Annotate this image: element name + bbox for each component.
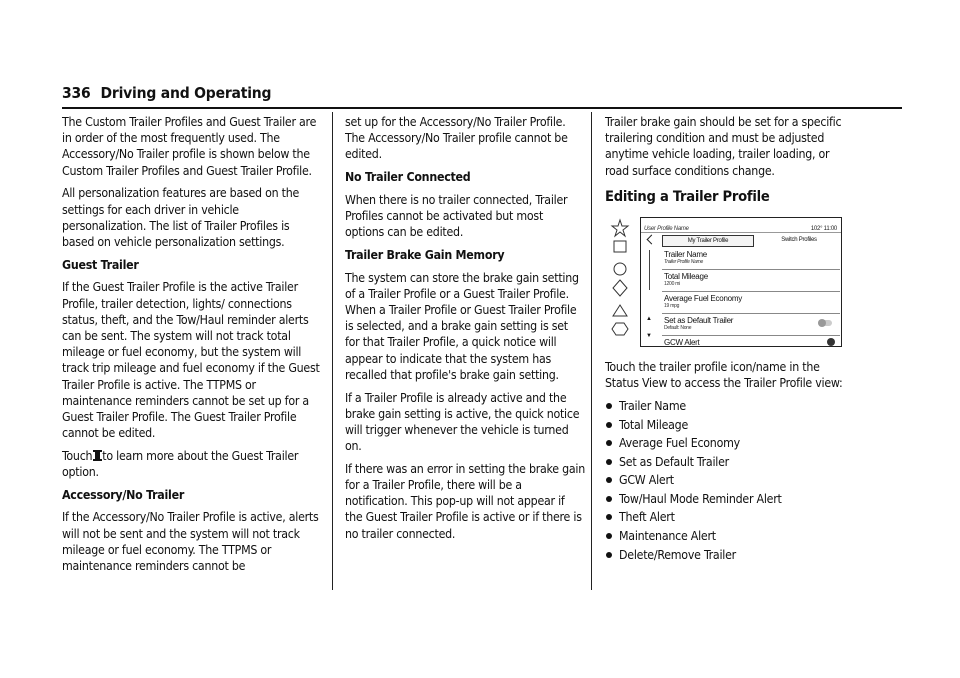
paragraph <box>62 448 324 480</box>
scroll-down-icon[interactable]: ▼ <box>646 333 652 340</box>
scroll-up-icon[interactable]: ▲ <box>646 316 652 323</box>
list-item: Theft Alert <box>605 509 855 528</box>
status-readout: 102° 11:00 <box>810 226 837 233</box>
row-title: Set as Default Trailer <box>664 316 734 326</box>
row-subtitle: 1200 mi <box>664 281 681 288</box>
paragraph: If a Trailer Profile is already active and the brake gain setting is active, the quick notice will trigger whenever the vehicle is turned on. <box>345 390 580 454</box>
paragraph: set up for the Accessory/No Trailer Profile. The Accessory/No Trailer profile cannot be edited. <box>345 115 568 162</box>
row-trailer-name[interactable] <box>662 248 840 270</box>
guest-option-text: to learn more about the Guest Trailer option. <box>62 448 299 480</box>
paragraph: When there is no trailer connected, Trailer Profiles cannot be activated but most options can be edited. <box>345 192 568 240</box>
scroll-track <box>649 250 650 290</box>
row-subtitle: 19 mpg <box>664 303 680 310</box>
paragraph: Trailer brake gain should be set for a specific trailering condition and must be adjusted anytime vehicle loading, trailer loading, or road surface conditions change. <box>605 115 842 178</box>
column-divider <box>332 112 333 590</box>
status-bar <box>641 218 841 233</box>
trailer-profile-screen-figure <box>605 217 843 347</box>
screen-side-icons <box>607 217 633 347</box>
circle-icon <box>614 263 626 275</box>
column-3 <box>605 114 855 565</box>
row-set-default-trailer[interactable] <box>662 314 840 336</box>
column-divider <box>591 112 592 590</box>
paragraph: If there was an error in setting the brake gain for a Trailer Profile, there will be a notification. This pop-up will not appear if the Guest Trailer Profile is active or if there is no trailer connected. <box>345 461 585 541</box>
column-1 <box>62 114 324 581</box>
user-profile-name[interactable]: User Profile Name <box>644 226 689 233</box>
diamond-icon <box>613 280 627 296</box>
screen-frame <box>640 217 842 347</box>
row-total-mileage[interactable] <box>662 270 840 292</box>
screen-tabs <box>641 233 841 247</box>
paragraph: If the Accessory/No Trailer Profile is active, alerts will not be sent and the system will not track mileage or fuel economy. The TTPMS or maintenance reminders cannot be <box>62 510 319 574</box>
row-title: Average Fuel Economy <box>664 294 743 304</box>
paragraph: The Custom Trailer Profiles and Guest Trailer are in order of the most frequently used. The Accessory/No Trailer profile is shown below the Custom Trailer Profiles and Guest Trailer Profile. <box>62 115 317 178</box>
header-rule <box>62 107 902 109</box>
row-title: Total Mileage <box>664 272 708 282</box>
page-number: 336 <box>62 84 91 102</box>
list-item: Average Fuel Economy <box>605 435 855 454</box>
list-item: Maintenance Alert <box>605 528 855 547</box>
row-average-fuel-economy[interactable] <box>662 292 840 314</box>
subheading-no-trailer: No Trailer Connected <box>345 170 471 185</box>
triangle-icon <box>613 305 627 316</box>
section-heading: Editing a Trailer Profile <box>605 187 770 205</box>
touch-text: Touch <box>62 448 93 463</box>
list-item: Set as Default Trailer <box>605 454 855 473</box>
row-title: GCW Alert <box>664 338 700 348</box>
hexagon-icon <box>612 323 628 335</box>
list-item: Trailer Name <box>605 398 855 417</box>
list-item: GCW Alert <box>605 472 855 491</box>
profile-rows <box>662 248 840 348</box>
star-icon <box>612 220 628 236</box>
tab-switch-profiles[interactable]: Switch Profiles <box>781 237 817 244</box>
subheading-accessory: Accessory/No Trailer <box>62 487 185 502</box>
section-title: Driving and Operating <box>100 84 272 102</box>
row-title: Trailer Name <box>664 250 707 260</box>
row-subtitle: Trailer Profile Name <box>664 259 704 266</box>
paragraph: All personalization features are based on the settings for each driver in vehicle personalization. The list of Trailer Profiles is based on vehicle personalization settings. <box>62 186 300 249</box>
list-item: Total Mileage <box>605 417 855 436</box>
column-2 <box>345 114 585 548</box>
paragraph: The system can store the brake gain setting of a Trailer Profile or a Guest Trailer Profile. When a Trailer Profile or Guest Trailer Profile is selected, and a brake gain setting is set for that Trailer Profile, a quick notice will appear to indicate that the system has recalled that profile's brake gain setting. <box>345 270 579 382</box>
row-subtitle: Default: None <box>664 325 692 332</box>
tab-my-trailer-profile[interactable]: My Trailer Profile <box>662 235 754 247</box>
square-icon <box>614 241 626 252</box>
bullet-list <box>605 398 855 565</box>
list-item: Delete/Remove Trailer <box>605 547 855 566</box>
subheading-guest-trailer: Guest Trailer <box>62 257 139 272</box>
back-arrow-icon[interactable] <box>647 235 657 245</box>
paragraph: Touch the trailer profile icon/name in the Status View to access the Trailer Profile view: <box>605 360 843 391</box>
row-gcw-alert[interactable] <box>662 336 840 348</box>
toggle-switch-icon[interactable] <box>818 318 832 328</box>
info-icon <box>95 450 100 461</box>
page-header <box>62 84 271 102</box>
checkmark-icon[interactable] <box>827 338 835 346</box>
subheading-brake-gain: Trailer Brake Gain Memory <box>345 247 505 262</box>
list-item: Tow/Haul Mode Reminder Alert <box>605 491 855 510</box>
paragraph: If the Guest Trailer Profile is the active Trailer Profile, trailer detection, lights/ connections status, theft, and the Tow/Haul reminder alerts can be sent. The system will not track total mileage or fuel economy, but the system will track trip mileage and fuel economy if the Guest Trailer Profile is active. The TTPMS or maintenance reminders cannot be set up for a Guest Trailer Profile. The Guest Trailer Profile cannot be edited. <box>62 280 320 441</box>
